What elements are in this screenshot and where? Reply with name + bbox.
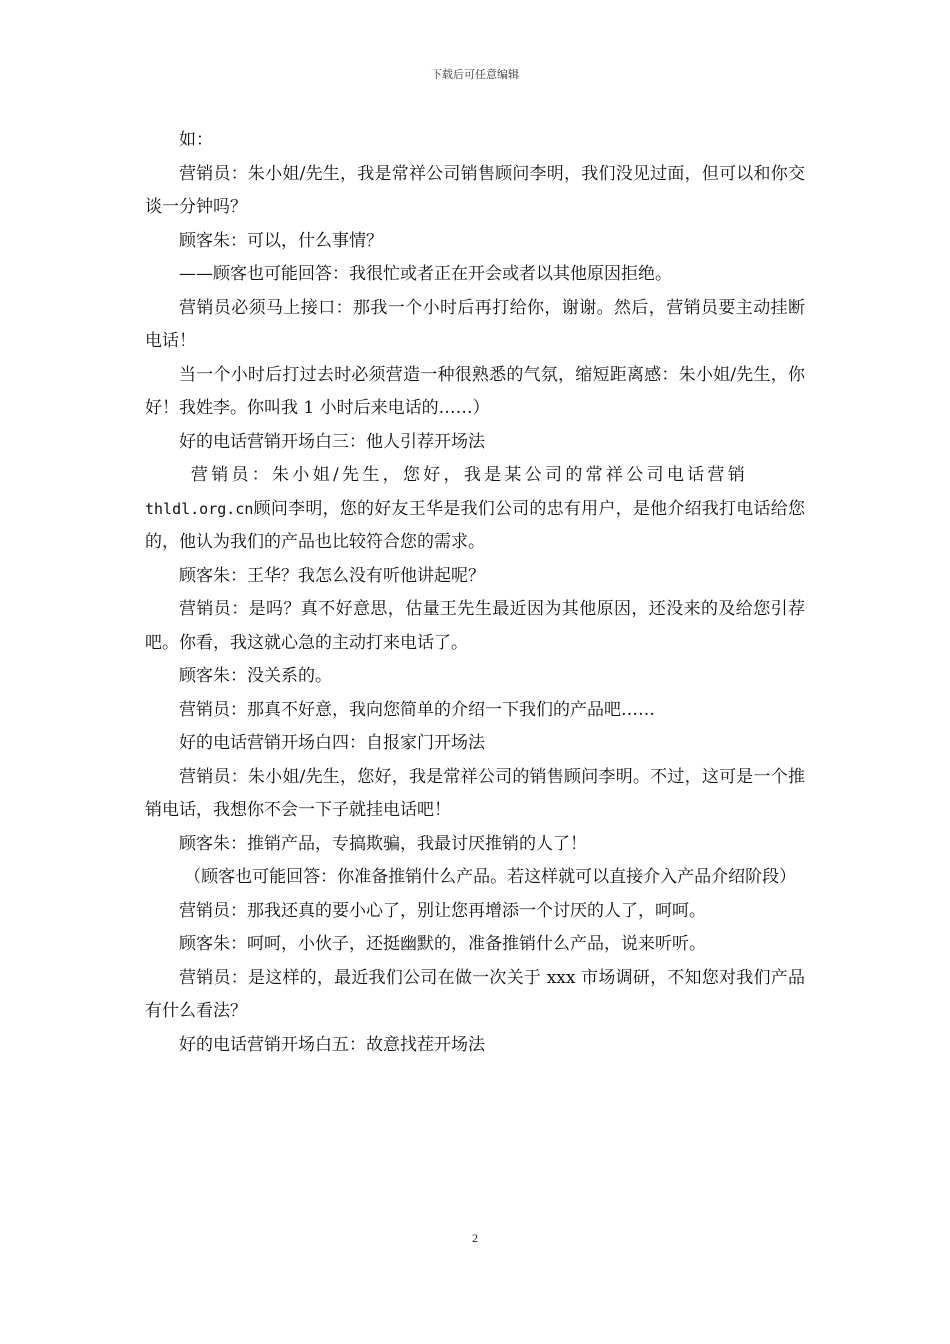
website-text: thldl.org.cn (145, 499, 254, 518)
page-header: 下载后可任意编辑 (431, 68, 519, 81)
document-body (145, 124, 805, 1062)
page-number: 2 (472, 1231, 478, 1245)
paragraph: 营销员：朱小姐/先生，我是常祥公司销售顾问李明，我们没见过面，但可以和你交谈一分钟吗？ (145, 163, 805, 217)
paragraph: 顾客朱：呵呵，小伙子，还挺幽默的，准备推销什么产品，说来听听。 (179, 934, 706, 954)
paragraph: 如： (179, 130, 213, 150)
paragraph: 当一个小时后打过去时必须营造一种很熟悉的气氛，缩短距离感：朱小姐/先生，你好！我姓李。你叫我 1 小时后来电话的……） (145, 364, 805, 418)
paragraph (145, 493, 805, 560)
paragraph: 营销员：朱小姐/先生，您好，我是常祥公司的销售顾问李明。不过，这可是一个推销电话，我想你不会一下子就挂电话吧！ (145, 766, 805, 820)
paragraph: 营销员：那我还真的要小心了，别让您再增添一个讨厌的人了，呵呵。 (179, 900, 706, 921)
section-heading: 好的电话营销开场白四：自报家门开场法 (179, 733, 485, 753)
paragraph: ——顾客也可能回答：我很忙或者正在开会或者以其他原因拒绝。 (179, 264, 672, 284)
paragraph: 顾客朱：可以，什么事情？ (179, 230, 383, 251)
paragraph: 营销员：那真不好意，我向您简单的介绍一下我们的产品吧…… (179, 699, 655, 720)
section-heading: 好的电话营销开场白三：他人引荐开场法 (179, 431, 485, 452)
paragraph: 顾客朱：王华？我怎么没有听他讲起呢？ (179, 565, 485, 586)
paragraph: 营销员必须马上接口：那我一个小时后再打给你，谢谢。然后，营销员要主动挂断电话！ (145, 297, 805, 351)
paragraph: 营销员：是这样的，最近我们公司在做一次关于 xxx 市场调研，不知您对我们产品有什么看法？ (145, 967, 805, 1021)
paragraph: 顾客朱：推销产品，专搞欺骗，我最讨厌推销的人了！ (179, 833, 587, 854)
paragraph (145, 459, 805, 493)
paragraph-text: 营销员：朱小姐/先生，您好，我是某公司的常祥公司电话营销 (190, 465, 749, 485)
section-heading: 好的电话营销开场白五：故意找茬开场法 (179, 1034, 485, 1055)
paragraph: （顾客也可能回答：你准备推销什么产品。若这样就可以直接介入产品介绍阶段） (184, 867, 797, 887)
paragraph: 顾客朱：没关系的。 (179, 666, 332, 686)
paragraph-text: 顾问李明，您的好友王华是我们公司的忠有用户，是他介绍我打电话给您的，他认为我们的产品也比较符合您的需求。 (145, 498, 805, 552)
paragraph: 营销员：是吗？真不好意思，估量王先生最近因为其他原因，还没来的及给您引荐吧。你看，我这就心急的主动打来电话了。 (145, 599, 805, 653)
